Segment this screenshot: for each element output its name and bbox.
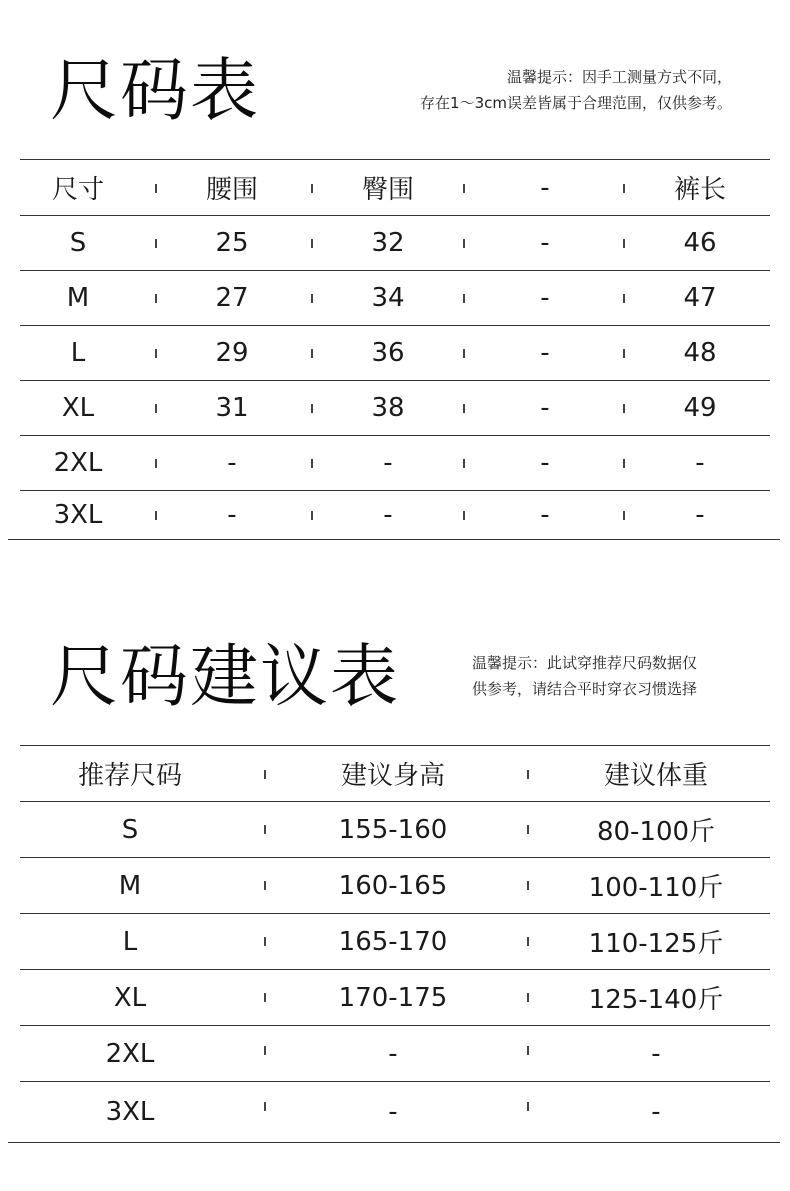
col-separator <box>264 993 266 1002</box>
cell-size: 3XL <box>53 500 103 530</box>
cell-hip: 32 <box>371 228 405 258</box>
size-chart-bottom-rule <box>8 539 780 540</box>
cell-empty: - <box>540 500 550 530</box>
col-separator <box>264 937 266 946</box>
cell-size: 2XL <box>53 448 103 478</box>
col-separator <box>527 881 529 890</box>
cell-waist: - <box>227 500 237 530</box>
col-separator <box>264 1102 266 1111</box>
cell-recommended-size: M <box>118 870 142 901</box>
cell-waist: - <box>227 448 237 478</box>
cell-recommended-weight: 125-140斤 <box>588 985 724 1015</box>
cell-length: 46 <box>683 228 717 258</box>
cell-length: 49 <box>683 393 717 423</box>
table-row <box>0 1082 790 1142</box>
col-separator <box>311 404 313 413</box>
cell-recommended-size: 3XL <box>105 1097 155 1127</box>
table-row <box>0 1026 790 1081</box>
cell-recommended-height: 170-175 <box>338 982 448 1013</box>
recommend-chart-tip-line-2: 供参考，请结合平时穿衣习惯选择 <box>472 680 698 698</box>
col-separator <box>463 184 465 193</box>
table-row <box>0 914 790 969</box>
table-row <box>0 271 790 325</box>
col-separator <box>623 404 625 413</box>
table-row <box>0 491 790 539</box>
recommend-chart-tip-line-1: 温馨提示：此试穿推荐尺码数据仅 <box>472 654 698 672</box>
cell-hip: 34 <box>371 283 405 313</box>
cell-recommended-weight: - <box>651 1038 661 1069</box>
col-separator <box>527 770 529 779</box>
col-separator <box>311 184 313 193</box>
cell-recommended-size: XL <box>113 982 147 1013</box>
cell-empty: - <box>540 393 550 423</box>
col-separator <box>527 1046 529 1055</box>
cell-recommended-height: 165-170 <box>338 926 448 957</box>
cell-hip: 36 <box>371 338 405 368</box>
header-size: 尺寸 <box>51 175 104 205</box>
col-separator <box>463 511 465 520</box>
header-recommended-size: 推荐尺码 <box>77 761 182 791</box>
col-separator <box>623 294 625 303</box>
header-waist: 腰围 <box>205 175 258 205</box>
col-separator <box>463 239 465 248</box>
col-separator <box>264 770 266 779</box>
cell-recommended-size: L <box>122 926 138 957</box>
cell-waist: 29 <box>215 338 249 368</box>
col-separator <box>155 349 157 358</box>
col-separator <box>311 511 313 520</box>
col-separator <box>155 184 157 193</box>
col-separator <box>311 294 313 303</box>
table-row <box>0 858 790 913</box>
col-separator <box>527 993 529 1002</box>
table-row <box>0 216 790 270</box>
header-empty: - <box>540 172 550 203</box>
size-chart-tip-line-1: 温馨提示：因手工测量方式不同， <box>506 68 732 86</box>
table-row <box>0 802 790 857</box>
recommend-header-row <box>0 746 790 801</box>
cell-recommended-weight: 110-125斤 <box>588 929 724 959</box>
cell-hip: - <box>383 448 393 478</box>
col-separator <box>623 349 625 358</box>
header-recommended-weight: 建议体重 <box>603 761 708 791</box>
cell-size: S <box>69 228 87 258</box>
col-separator <box>264 825 266 834</box>
cell-size: M <box>66 283 90 313</box>
cell-recommended-height: 155-160 <box>338 814 448 845</box>
recommend-chart-title: 尺码建议表 <box>50 638 401 717</box>
cell-size: L <box>70 338 86 368</box>
cell-recommended-size: 2XL <box>105 1038 155 1069</box>
col-separator <box>155 239 157 248</box>
col-separator <box>155 294 157 303</box>
cell-empty: - <box>540 448 550 478</box>
cell-recommended-weight: - <box>651 1097 661 1127</box>
col-separator <box>623 511 625 520</box>
col-separator <box>527 937 529 946</box>
col-separator <box>463 349 465 358</box>
size-chart-title: 尺码表 <box>50 52 261 131</box>
col-separator <box>155 511 157 520</box>
col-separator <box>623 184 625 193</box>
col-separator <box>311 349 313 358</box>
cell-hip: 38 <box>371 393 405 423</box>
cell-length: - <box>695 500 705 530</box>
recommend-chart-bottom-rule <box>8 1142 780 1143</box>
recommend-chart-section <box>0 560 790 1191</box>
size-chart-tip-line-2: 存在1～3cm误差皆属于合理范围，仅供参考。 <box>420 94 732 112</box>
recommend-chart-tip <box>472 650 697 702</box>
cell-length: - <box>695 448 705 478</box>
table-row <box>0 436 790 490</box>
cell-waist: 31 <box>215 393 249 423</box>
col-separator <box>311 459 313 468</box>
col-separator <box>463 404 465 413</box>
cell-recommended-weight: 80-100斤 <box>596 817 716 847</box>
cell-recommended-height: - <box>388 1097 398 1127</box>
col-separator <box>311 239 313 248</box>
size-chart-section <box>0 0 790 560</box>
table-row <box>0 381 790 435</box>
cell-recommended-height: 160-165 <box>338 870 448 901</box>
cell-empty: - <box>540 283 550 313</box>
header-length: 裤长 <box>673 175 726 205</box>
size-chart-tip <box>420 64 732 116</box>
cell-recommended-weight: 100-110斤 <box>588 873 724 903</box>
col-separator <box>463 459 465 468</box>
cell-empty: - <box>540 338 550 368</box>
col-separator <box>264 1046 266 1055</box>
header-recommended-height: 建议身高 <box>340 761 445 791</box>
header-hip: 臀围 <box>361 175 414 205</box>
col-separator <box>623 239 625 248</box>
table-row <box>0 970 790 1025</box>
cell-recommended-size: S <box>121 814 139 845</box>
table-row <box>0 326 790 380</box>
cell-empty: - <box>540 228 550 258</box>
cell-size: XL <box>61 393 95 423</box>
cell-length: 48 <box>683 338 717 368</box>
size-chart-header-row <box>0 160 790 215</box>
cell-waist: 25 <box>215 228 249 258</box>
cell-recommended-height: - <box>388 1038 398 1069</box>
col-separator <box>623 459 625 468</box>
cell-hip: - <box>383 500 393 530</box>
cell-length: 47 <box>683 283 717 313</box>
cell-waist: 27 <box>215 283 249 313</box>
col-separator <box>155 404 157 413</box>
col-separator <box>527 825 529 834</box>
col-separator <box>463 294 465 303</box>
col-separator <box>527 1102 529 1111</box>
col-separator <box>155 459 157 468</box>
col-separator <box>264 881 266 890</box>
